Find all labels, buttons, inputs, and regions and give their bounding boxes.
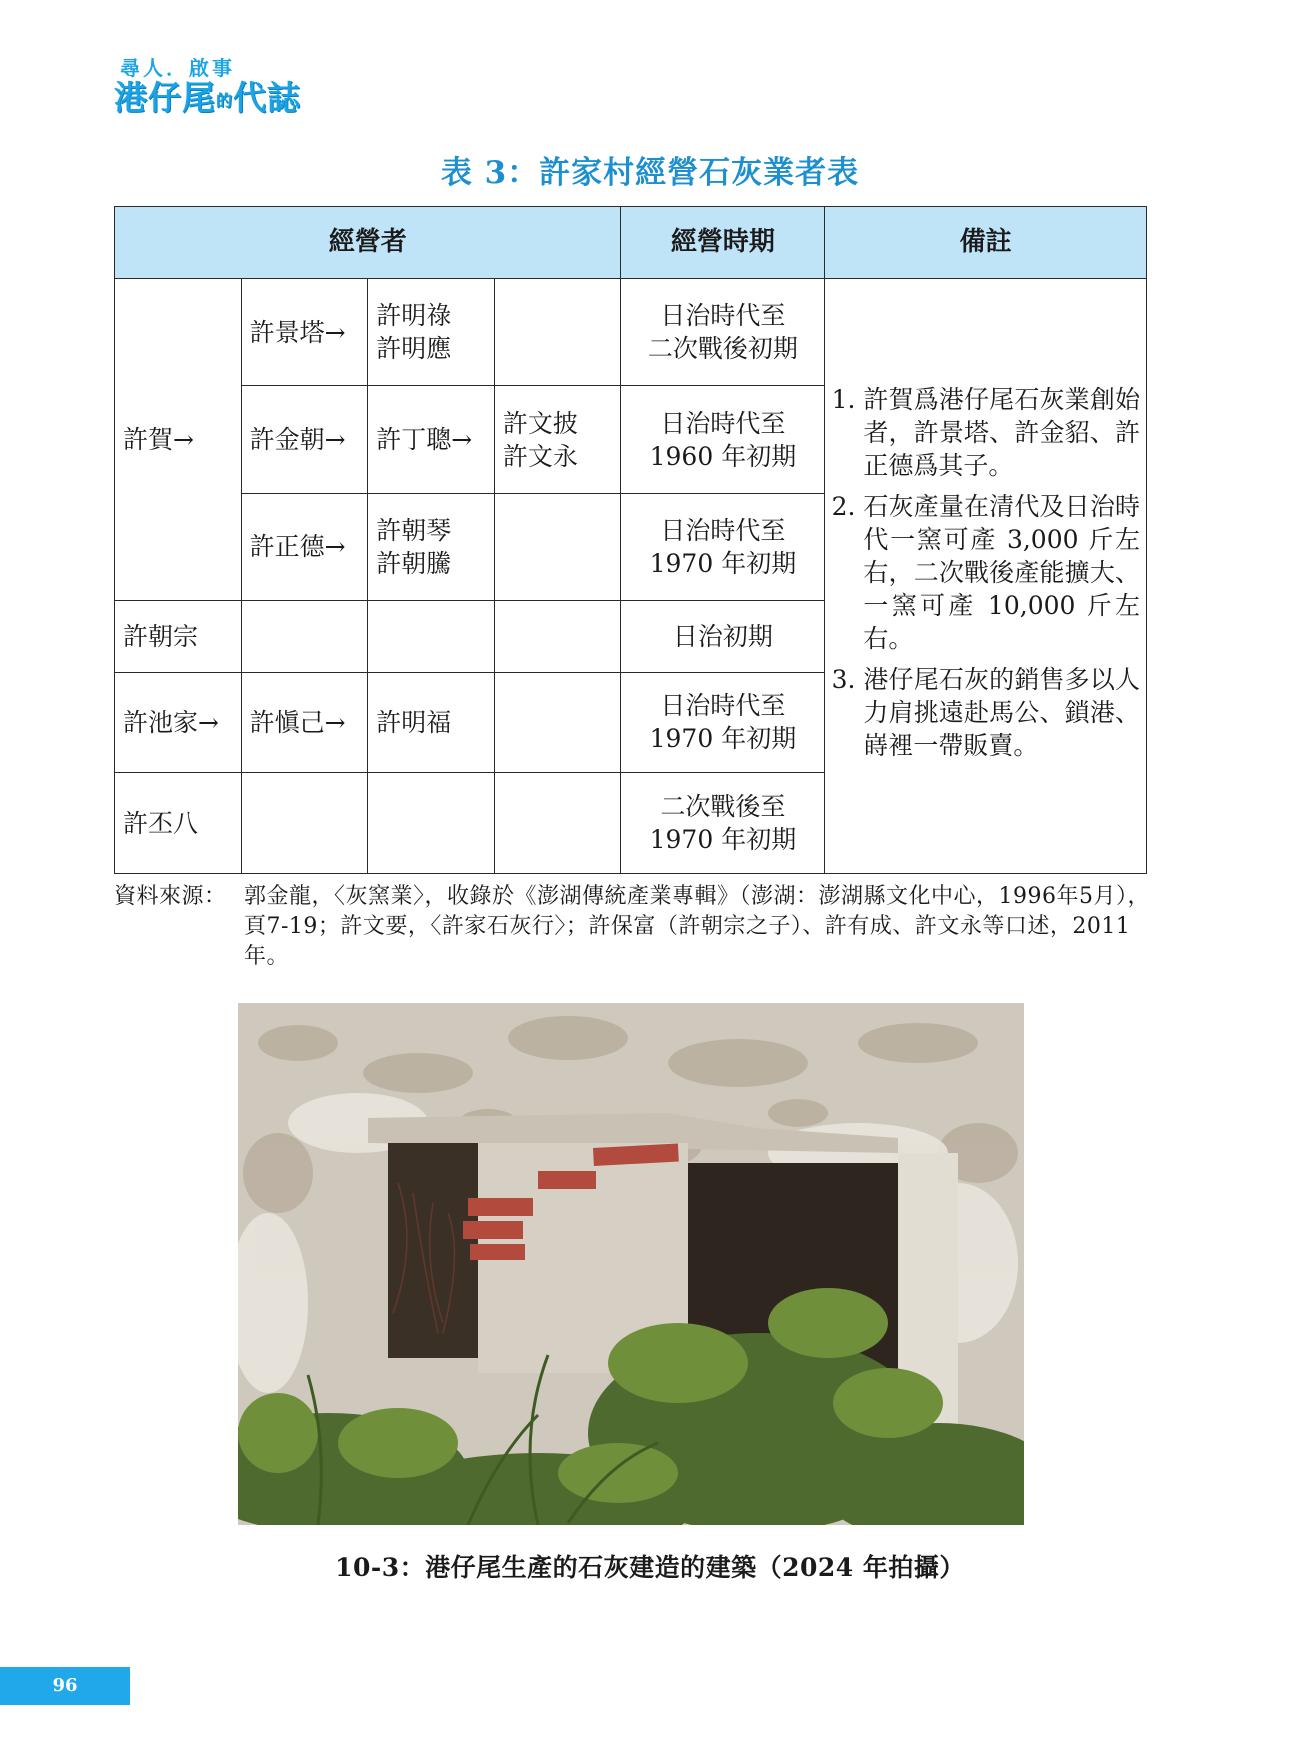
cell-c2: 許景塔→ — [241, 279, 368, 386]
note-item: 3. 港仔尾石灰的銷售多以人力肩挑遠赴馬公、鎖港、嵵裡一帶販賣。 — [863, 663, 1140, 762]
cell-c4 — [494, 773, 621, 874]
cell-c2: 許愼己→ — [241, 672, 368, 773]
cell-period — [621, 493, 825, 600]
table-row — [115, 279, 1147, 386]
cell-line: 1960 年初期 — [649, 441, 797, 471]
cell-period: 日治初期 — [621, 601, 825, 673]
series-title — [114, 72, 301, 119]
cell-c1: 許丕八 — [115, 773, 242, 874]
cell-c3: 許明福 — [368, 672, 495, 773]
series-title-a: 港仔尾 — [114, 78, 216, 117]
cell-c2: 許正德→ — [241, 493, 368, 600]
cell-line: 二次戰後至 — [660, 792, 786, 822]
cell-c4 — [494, 279, 621, 386]
cell-c1: 許朝宗 — [115, 601, 242, 673]
cell-c4 — [494, 601, 621, 673]
cell-line: 許朝琴 — [376, 515, 452, 545]
header-period: 經營時期 — [621, 207, 825, 279]
photo-caption: 10-3：港仔尾生產的石灰建造的建築（2024 年拍攝） — [335, 1553, 965, 1582]
series-subtitle: 尋人．啟事 — [120, 56, 235, 80]
cell-c3: 許丁聰→ — [368, 386, 495, 493]
cell-line: 許明應 — [376, 334, 452, 364]
cell-period — [621, 386, 825, 493]
source-label: 資料來源： — [114, 884, 227, 909]
cell-c3 — [368, 773, 495, 874]
lime-building-photo — [238, 1003, 1024, 1525]
cell-c4 — [494, 386, 621, 493]
series-title-b: 代誌 — [233, 78, 302, 117]
note-item: 1. 許賀爲港仔尾石灰業創始者，許景塔、許金貂、許正德爲其子。 — [863, 383, 1140, 482]
table-header-row — [115, 207, 1147, 279]
cell-period — [621, 773, 825, 874]
cell-c4 — [494, 493, 621, 600]
cell-c4 — [494, 672, 621, 773]
notes-cell — [825, 279, 1147, 874]
cell-c1: 許池家→ — [115, 672, 242, 773]
cell-line: 日治時代至 — [660, 515, 786, 545]
notes-list — [833, 383, 1140, 762]
cell-c3 — [368, 279, 495, 386]
series-logo — [112, 52, 372, 116]
cell-line: 1970 年初期 — [649, 724, 797, 754]
cell-line: 日治時代至 — [660, 408, 786, 438]
cell-line: 許文永 — [502, 441, 578, 471]
wall-illustration — [238, 1003, 1024, 1525]
series-title-small: 的 — [216, 91, 234, 110]
cell-c3 — [368, 493, 495, 600]
cell-c2 — [241, 601, 368, 673]
cell-c2 — [241, 773, 368, 874]
header-notes: 備註 — [825, 207, 1147, 279]
cell-line: 1970 年初期 — [649, 548, 797, 578]
cell-line: 日治時代至 — [660, 691, 786, 721]
cell-line: 許明祿 — [376, 301, 452, 331]
cell-line: 1970 年初期 — [649, 825, 797, 855]
cell-c1: 許賀→ — [115, 279, 242, 601]
source-text: 郭金龍，〈灰窯業〉，收錄於《澎湖傳統產業專輯》（澎湖：澎湖縣文化中心，1996年5月），頁7-19；許文要，〈許家石灰行〉；許保富（許朝宗之子）、許有成、許文永等口述，2011年。 — [244, 884, 1150, 969]
cell-line: 許朝騰 — [376, 548, 452, 578]
header-operator: 經營者 — [115, 207, 621, 279]
cell-period — [621, 279, 825, 386]
cell-period — [621, 672, 825, 773]
cell-c2: 許金朝→ — [241, 386, 368, 493]
lime-operators-table — [114, 206, 1147, 874]
note-item: 2. 石灰產量在清代及日治時代一窯可產 3,000 斤左右，二次戰後產能擴大、一窯可產 10,000 斤左右。 — [863, 490, 1140, 655]
cell-line: 許文披 — [502, 408, 578, 438]
page-number: 96 — [52, 1675, 78, 1696]
table-title: 表 3：許家村經營石灰業者表 — [440, 155, 860, 191]
cell-line: 二次戰後初期 — [647, 334, 798, 364]
cell-c3 — [368, 601, 495, 673]
cell-line: 日治時代至 — [660, 301, 786, 331]
